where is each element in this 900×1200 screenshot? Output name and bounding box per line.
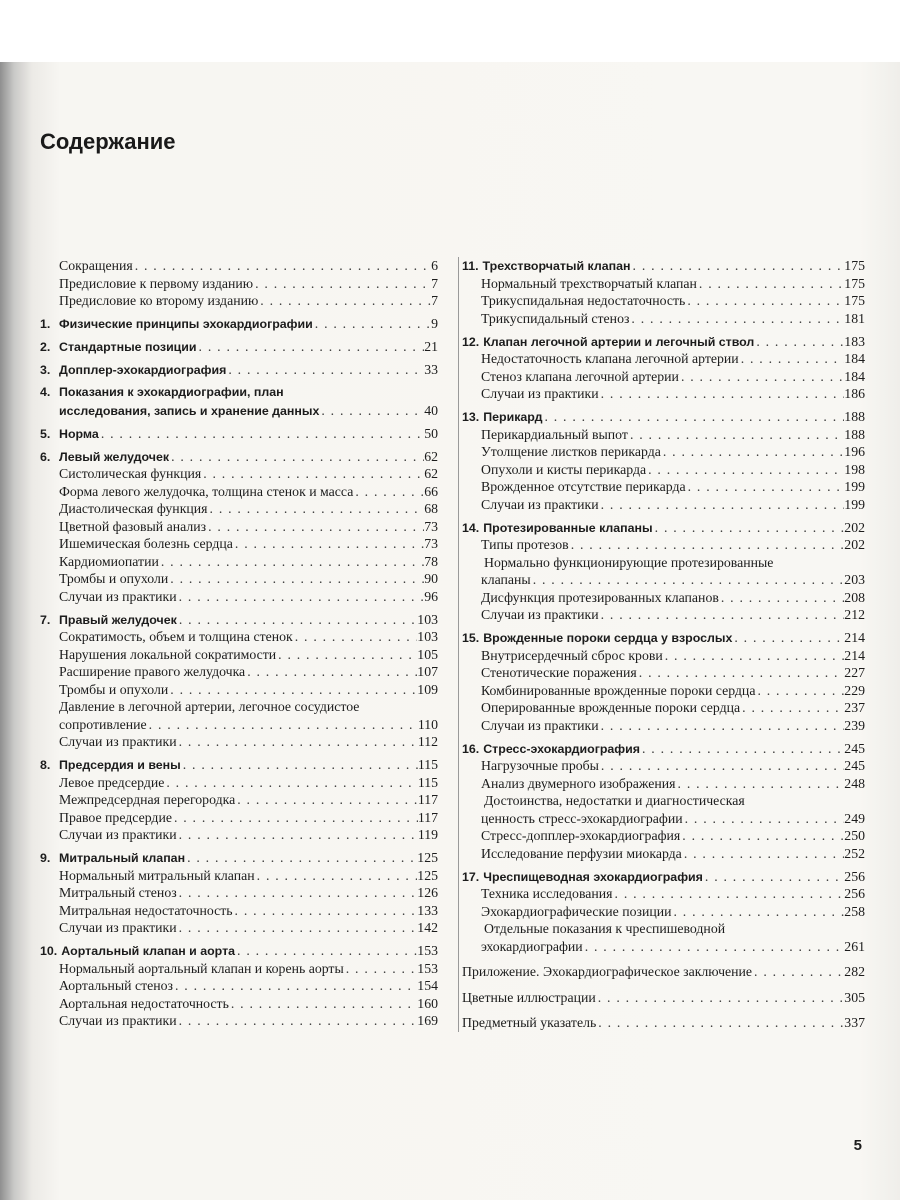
toc-entry[interactable]: Стресс-допплер-эхокардиография . . . 250 — [459, 827, 865, 845]
toc-entry[interactable]: Случаи из практики . . . 119 — [40, 826, 438, 844]
toc-chapter-13[interactable]: 13. Перикард . . . 188 — [459, 408, 865, 426]
toc-entry[interactable]: Межпредсердная перегородка . . . 117 — [40, 791, 438, 809]
toc-entry[interactable]: Аортальная недостаточность . . . 160 — [40, 995, 438, 1013]
toc-entry-abbreviations[interactable]: Сокращения . . . 6 — [40, 257, 438, 275]
toc-entry[interactable]: Нарушения локальной сократимости . . . 105 — [40, 646, 438, 664]
toc-entry[interactable]: Стенотические поражения . . . 227 — [459, 664, 865, 682]
toc-entry[interactable]: Эхокардиографические позиции . . . 258 — [459, 903, 865, 921]
toc-entry[interactable]: Нормальный трехстворчатый клапан . . . 175 — [459, 275, 865, 293]
toc-entry-preface-second[interactable]: Предисловие ко второму изданию . . . 7 — [40, 292, 438, 310]
toc-entry[interactable]: Трикуспидальная недостаточность . . . 175 — [459, 292, 865, 310]
toc-entry-wrapped[interactable]: Нормально функционирующие протезированные клапаны . . . 203 — [459, 554, 865, 589]
toc-entry-wrapped[interactable]: Давление в легочной артерии, легочное сосудистое сопротивление . . . 110 — [40, 698, 438, 733]
toc-entry-wrapped[interactable]: Отдельные показания к чреспишеводной эхокардиографии . . . 261 — [459, 920, 865, 955]
toc-entry[interactable]: Трикуспидальный стеноз . . . 181 — [459, 310, 865, 328]
page-number: 5 — [853, 1137, 862, 1154]
toc-entry[interactable]: Случаи из практики . . . 112 — [40, 733, 438, 751]
toc-entry[interactable]: Сократимость, объем и толщина стенок . . . 103 — [40, 628, 438, 646]
toc-entry[interactable]: Случаи из практики . . . 169 — [40, 1012, 438, 1030]
toc-entry[interactable]: Диастолическая функция . . . 68 — [40, 500, 438, 518]
toc-entry[interactable]: Тромбы и опухоли . . . 90 — [40, 570, 438, 588]
toc-chapter-5[interactable]: 5. Норма . . . 50 — [40, 425, 438, 443]
toc-entry[interactable]: Нормальный аортальный клапан и корень аорты . . . 153 — [40, 960, 438, 978]
toc-entry[interactable]: Перикардиальный выпот . . . 188 — [459, 426, 865, 444]
toc-entry[interactable]: Цветной фазовый анализ . . . 73 — [40, 518, 438, 536]
toc-entry[interactable]: Митральная недостаточность . . . 133 — [40, 902, 438, 920]
toc-entry[interactable]: Оперированные врожденные пороки сердца . . . 237 — [459, 699, 865, 717]
toc-chapter-4-line1: Показания к эхокардиографии, план — [59, 385, 284, 399]
toc-chapter-7[interactable]: 7. Правый желудочек . . . 103 — [40, 611, 438, 629]
toc-entry[interactable]: Случаи из практики . . . 212 — [459, 606, 865, 624]
toc-entry[interactable]: Правое предсердие . . . 117 — [40, 809, 438, 827]
page-title: Содержание — [40, 129, 176, 154]
toc-entry[interactable]: Случаи из практики . . . 96 — [40, 588, 438, 606]
toc-entry[interactable]: Внутрисердечный сброс крови . . . 214 — [459, 647, 865, 665]
toc-right-column — [458, 257, 865, 1032]
toc-entry[interactable]: Митральный стеноз . . . 126 — [40, 884, 438, 902]
toc-entry[interactable]: Утолщение листков перикарда . . . 196 — [459, 443, 865, 461]
toc-entry-appendix[interactable]: Приложение. Эхокардиографическое заключение . . . 282 — [459, 963, 865, 981]
toc-entry[interactable]: Техника исследования . . . 256 — [459, 885, 865, 903]
toc-entry-subject-index[interactable]: Предметный указатель . . . 337 — [459, 1014, 865, 1032]
toc-entry[interactable]: Случаи из практики . . . 142 — [40, 919, 438, 937]
toc-chapter-15[interactable]: 15. Врожденные пороки сердца у взрослых . . . 214 — [459, 629, 865, 647]
toc-entry[interactable]: Нагрузочные пробы . . . 245 — [459, 757, 865, 775]
toc-entry[interactable]: Врожденное отсутствие перикарда . . . 199 — [459, 478, 865, 496]
toc-chapter-12[interactable]: 12. Клапан легочной артерии и легочный ствол . . . 183 — [459, 333, 865, 351]
toc-entry[interactable]: Случаи из практики . . . 199 — [459, 496, 865, 514]
toc-entry[interactable]: Аортальный стеноз . . . 154 — [40, 977, 438, 995]
toc-left-column — [40, 257, 438, 1030]
toc-chapter-9[interactable]: 9. Митральный клапан . . . 125 — [40, 849, 438, 867]
toc-entry[interactable]: Дисфункция протезированных клапанов . . . 208 — [459, 589, 865, 607]
toc-entry[interactable]: Нормальный митральный клапан . . . 125 — [40, 867, 438, 885]
toc-entry[interactable]: Опухоли и кисты перикарда . . . 198 — [459, 461, 865, 479]
toc-entry[interactable]: Левое предсердие . . . 115 — [40, 774, 438, 792]
toc-chapter-17[interactable]: 17. Чреспищеводная эхокардиография . . . 256 — [459, 868, 865, 886]
toc-chapter-10[interactable]: 10. Аортальный клапан и аорта . . . 153 — [40, 942, 438, 960]
toc-chapter-6[interactable]: 6. Левый желудочек . . . 62 — [40, 448, 438, 466]
toc-entry[interactable]: Случаи из практики . . . 239 — [459, 717, 865, 735]
toc-chapter-11[interactable]: 11. Трехстворчатый клапан . . . 175 — [459, 257, 865, 275]
toc-entry-color-illustrations[interactable]: Цветные иллюстрации . . . 305 — [459, 989, 865, 1007]
toc-entry[interactable]: Систолическая функция . . . 62 — [40, 465, 438, 483]
toc-chapter-3[interactable]: 3. Допплер-эхокардиография . . . 33 — [40, 361, 438, 379]
toc-entry[interactable]: Тромбы и опухоли . . . 109 — [40, 681, 438, 699]
toc-chapter-8[interactable]: 8. Предсердия и вены . . . 115 — [40, 756, 438, 774]
toc-entry[interactable]: Исследование перфузии миокарда . . . 252 — [459, 845, 865, 863]
toc-entry[interactable]: Форма левого желудочка, толщина стенок и масса . . . 66 — [40, 483, 438, 501]
toc-entry-preface-first[interactable]: Предисловие к первому изданию . . . 7 — [40, 275, 438, 293]
toc-entry[interactable]: Комбинированные врожденные пороки сердца . . . 229 — [459, 682, 865, 700]
toc-entry[interactable]: Кардиомиопатии . . . 78 — [40, 553, 438, 571]
toc-entry[interactable]: Типы протезов . . . 202 — [459, 536, 865, 554]
toc-chapter-14[interactable]: 14. Протезированные клапаны . . . 202 — [459, 519, 865, 537]
toc-entry[interactable]: Анализ двумерного изображения . . . 248 — [459, 775, 865, 793]
toc-chapter-1[interactable]: 1. Физические принципы эхокардиографии . . . 9 — [40, 315, 438, 333]
toc-entry[interactable]: Недостаточность клапана легочной артерии . . . 184 — [459, 350, 865, 368]
toc-entry[interactable]: Стеноз клапана легочной артерии . . . 184 — [459, 368, 865, 386]
toc-chapter-16[interactable]: 16. Стресс-эхокардиография . . . 245 — [459, 740, 865, 758]
toc-entry[interactable]: Случаи из практики . . . 186 — [459, 385, 865, 403]
toc-entry[interactable]: Ишемическая болезнь сердца . . . 73 — [40, 535, 438, 553]
toc-entry-wrapped[interactable]: Достоинства, недостатки и диагностическая ценность стресс-эхокардиографии . . . 249 — [459, 792, 865, 827]
toc-chapter-4[interactable]: 4. Показания к эхокардиографии, план исследования, запись и хранение данных . . . 40 — [40, 384, 438, 419]
toc-entry[interactable]: Расширение правого желудочка . . . 107 — [40, 663, 438, 681]
toc-chapter-2[interactable]: 2. Стандартные позиции . . . 21 — [40, 338, 438, 356]
